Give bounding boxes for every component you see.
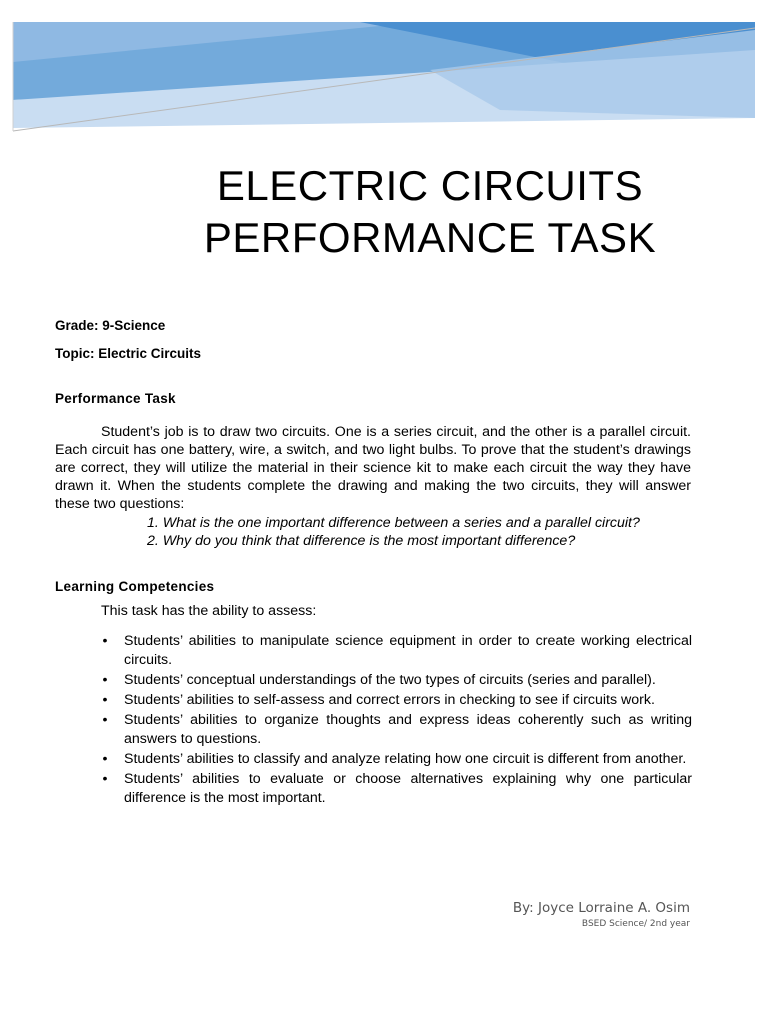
topic-label: Topic: Electric Circuits — [55, 346, 202, 361]
bullet-icon: • — [102, 672, 108, 688]
list-item-text: Students’ abilities to self-assess and correct errors in checking to see if circuits work. — [124, 692, 655, 708]
list-item — [100, 691, 692, 710]
list-item-text: Students’ abilities to organize thoughts and express ideas coherently such as writing answers to questions. — [124, 712, 692, 747]
author-byline — [513, 900, 690, 929]
list-item — [100, 750, 692, 769]
list-item-text: Students’ conceptual understandings of the two types of circuits (series and parallel). — [124, 672, 656, 688]
list-item-text: Students’ abilities to manipulate science equipment in order to create working electrical circuits. — [124, 633, 692, 668]
bullet-icon: • — [102, 633, 108, 649]
bullet-icon: • — [102, 771, 108, 787]
title-line-2: PERFORMANCE TASK — [203, 214, 657, 261]
competencies-intro: This task has the ability to assess: — [101, 603, 317, 619]
list-item-text: Students’ abilities to classify and analyze relating how one circuit is different from another. — [124, 751, 687, 767]
question-item: 1. What is the one important difference between a series and a parallel circuit? — [147, 515, 640, 531]
author-name: By: Joyce Lorraine A. Osim — [512, 900, 690, 916]
list-item — [100, 711, 692, 749]
competencies-list-container — [100, 632, 692, 864]
competencies-list — [100, 632, 692, 808]
list-item — [100, 671, 692, 690]
page-title — [160, 160, 700, 264]
list-item-text: Students’ abilities to evaluate or choose alternatives explaining why one particular difference is the most important. — [124, 771, 692, 806]
grade-label: Grade: 9-Science — [55, 318, 166, 333]
learning-competencies-heading: Learning Competencies — [55, 579, 215, 594]
title-line-1: ELECTRIC CIRCUITS — [216, 162, 644, 209]
performance-task-heading: Performance Task — [55, 391, 176, 406]
bullet-icon: • — [102, 692, 108, 708]
list-item — [100, 770, 692, 808]
author-course: BSED Science/ 2nd year — [581, 919, 690, 929]
list-item — [100, 632, 692, 670]
question-list — [147, 514, 640, 550]
performance-task-paragraph: Student’s job is to draw two circuits. One is a series circuit, and the other is a parallel circuit. Each circuit has one battery, wire, a switch, and two light bulbs. To prove that the student’s drawings are correct, they will utilize the material in their science kit to make each circuit the way they have drawn it. When the students complete the drawing and making the two circuits, they will answer these two questions: — [55, 424, 691, 512]
question-item: 2. Why do you think that difference is the most important difference? — [147, 533, 576, 549]
bullet-icon: • — [102, 751, 108, 767]
bullet-icon: • — [102, 712, 108, 728]
header-banner — [0, 0, 768, 140]
